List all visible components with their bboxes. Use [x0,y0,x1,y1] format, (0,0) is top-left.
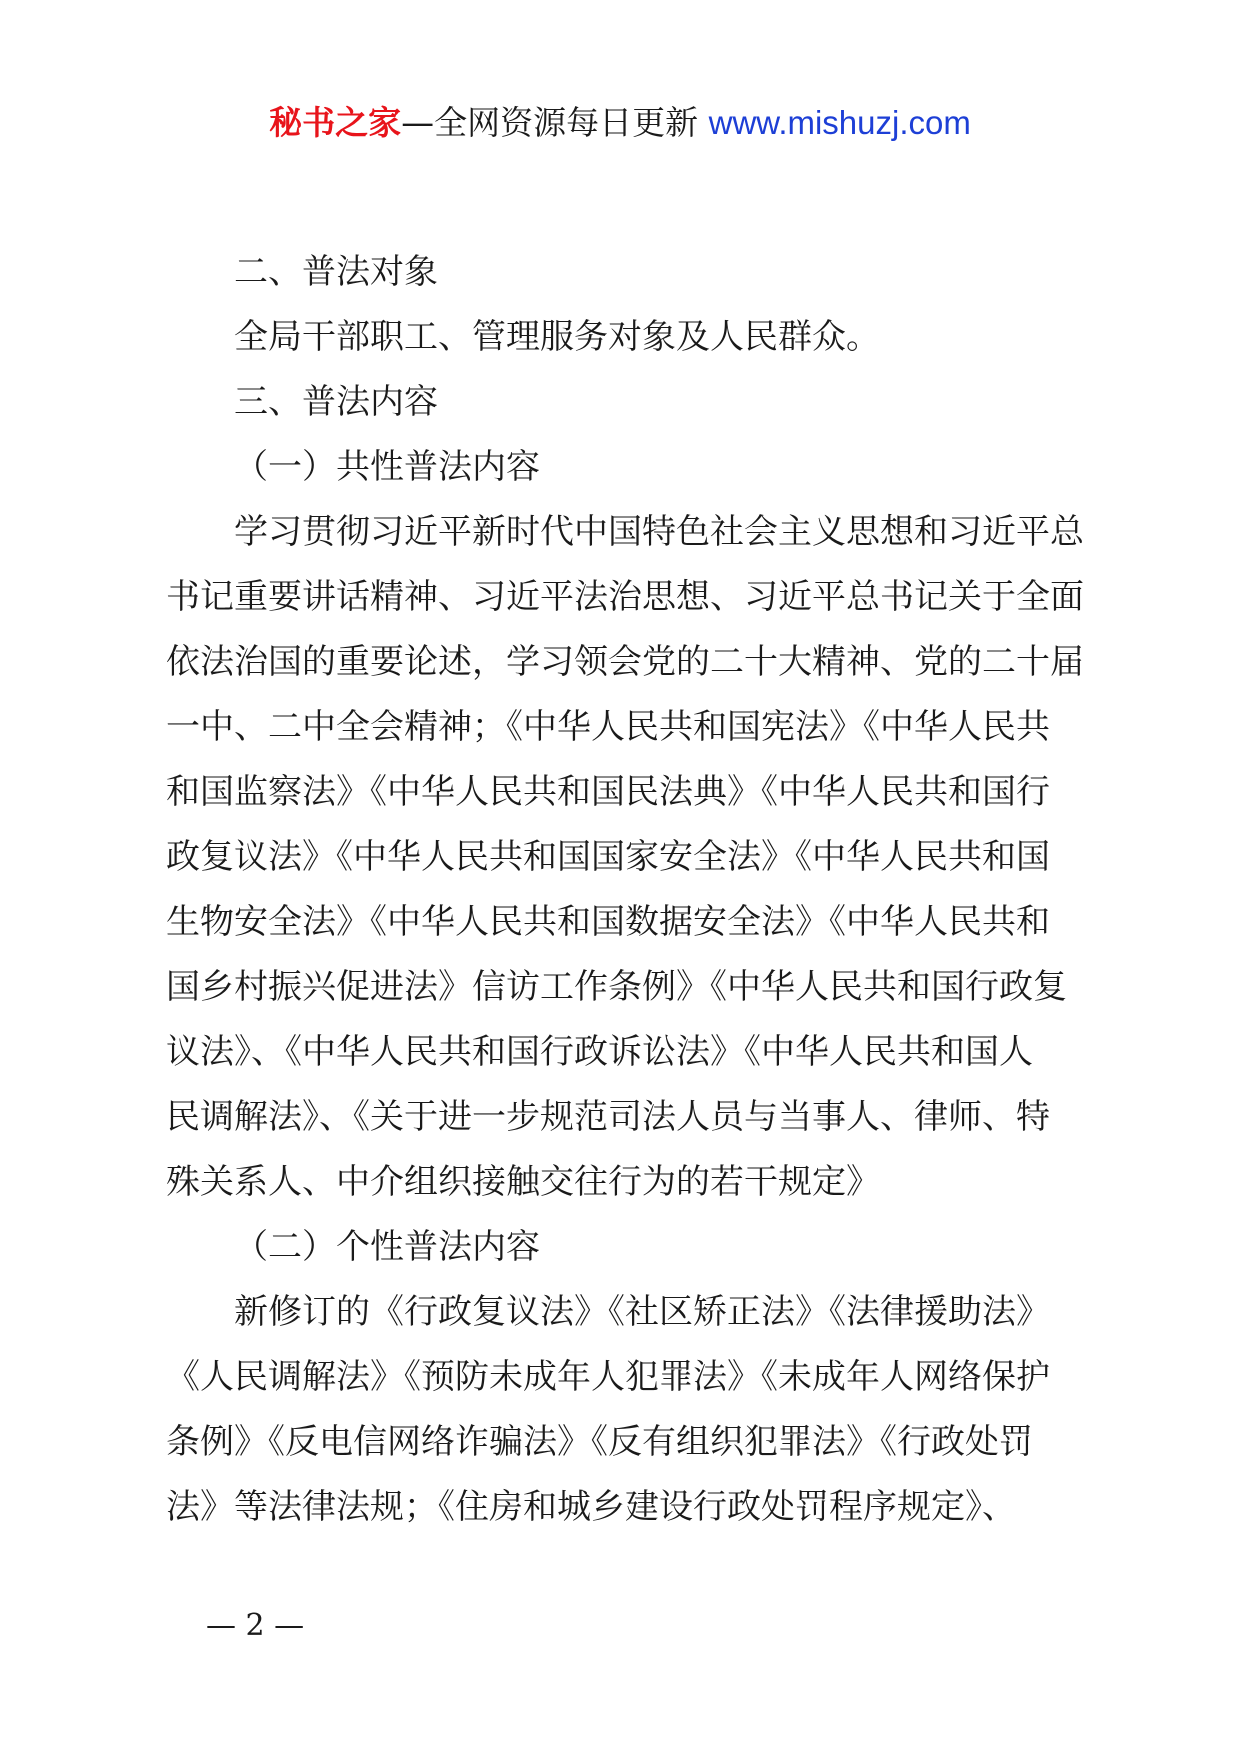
section-3-1-heading: （一）共性普法内容 [234,447,540,487]
paragraph-line: 依法治国的重要论述，学习领会党的二十大精神、党的二十届 [166,642,1084,682]
section-3-2-heading: （二）个性普法内容 [234,1227,540,1267]
paragraph-line: 《人民调解法》《预防未成年人犯罪法》《未成年人网络保护 [166,1357,1050,1397]
page-number: — 2 — [206,1608,305,1643]
paragraph-line: 民调解法》、《关于进一步规范司法人员与当事人、律师、特 [166,1097,1050,1137]
section-3-heading: 三、普法内容 [234,382,438,422]
paragraph-line: 议法》、《中华人民共和国行政诉讼法》《中华人民共和国人 [166,1032,1033,1072]
paragraph-line: 国乡村振兴促进法》信访工作条例》《中华人民共和国行政复 [166,967,1067,1007]
paragraph-line: 和国监察法》《中华人民共和国民法典》《中华人民共和国行 [166,772,1050,812]
paragraph-line: 书记重要讲话精神、习近平法治思想、习近平总书记关于全面 [166,577,1084,617]
paragraph-line: 条例》《反电信网络诈骗法》《反有组织犯罪法》《行政处罚 [166,1422,1033,1462]
section-2-text: 全局干部职工、管理服务对象及人民群众。 [234,317,880,357]
document-body [166,240,1086,1540]
site-url-link[interactable]: www.mishuzj.com [708,104,971,141]
paragraph-line: 新修订的《行政复议法》《社区矫正法》《法律援助法》 [234,1292,1050,1332]
banner-tagline: —全网资源每日更新 [401,103,699,142]
paragraph-line: 一中、二中全会精神；《中华人民共和国宪法》《中华人民共 [166,707,1050,747]
section-3-2-paragraph [166,1280,1086,1540]
paragraph-line: 法》等法律法规；《住房和城乡建设行政处罚程序规定》、 [166,1487,1016,1527]
site-banner [0,98,1240,148]
paragraph-line: 殊关系人、中介组织接触交往行为的若干规定》 [166,1162,880,1202]
brand-name: 秘书之家 [269,103,402,142]
paragraph-line: 生物安全法》《中华人民共和国数据安全法》《中华人民共和 [166,902,1050,942]
paragraph-line: 政复议法》《中华人民共和国国家安全法》《中华人民共和国 [166,837,1050,877]
section-2-heading: 二、普法对象 [234,252,438,292]
section-3-1-paragraph [166,500,1086,1215]
paragraph-line: 学习贯彻习近平新时代中国特色社会主义思想和习近平总 [234,512,1084,552]
